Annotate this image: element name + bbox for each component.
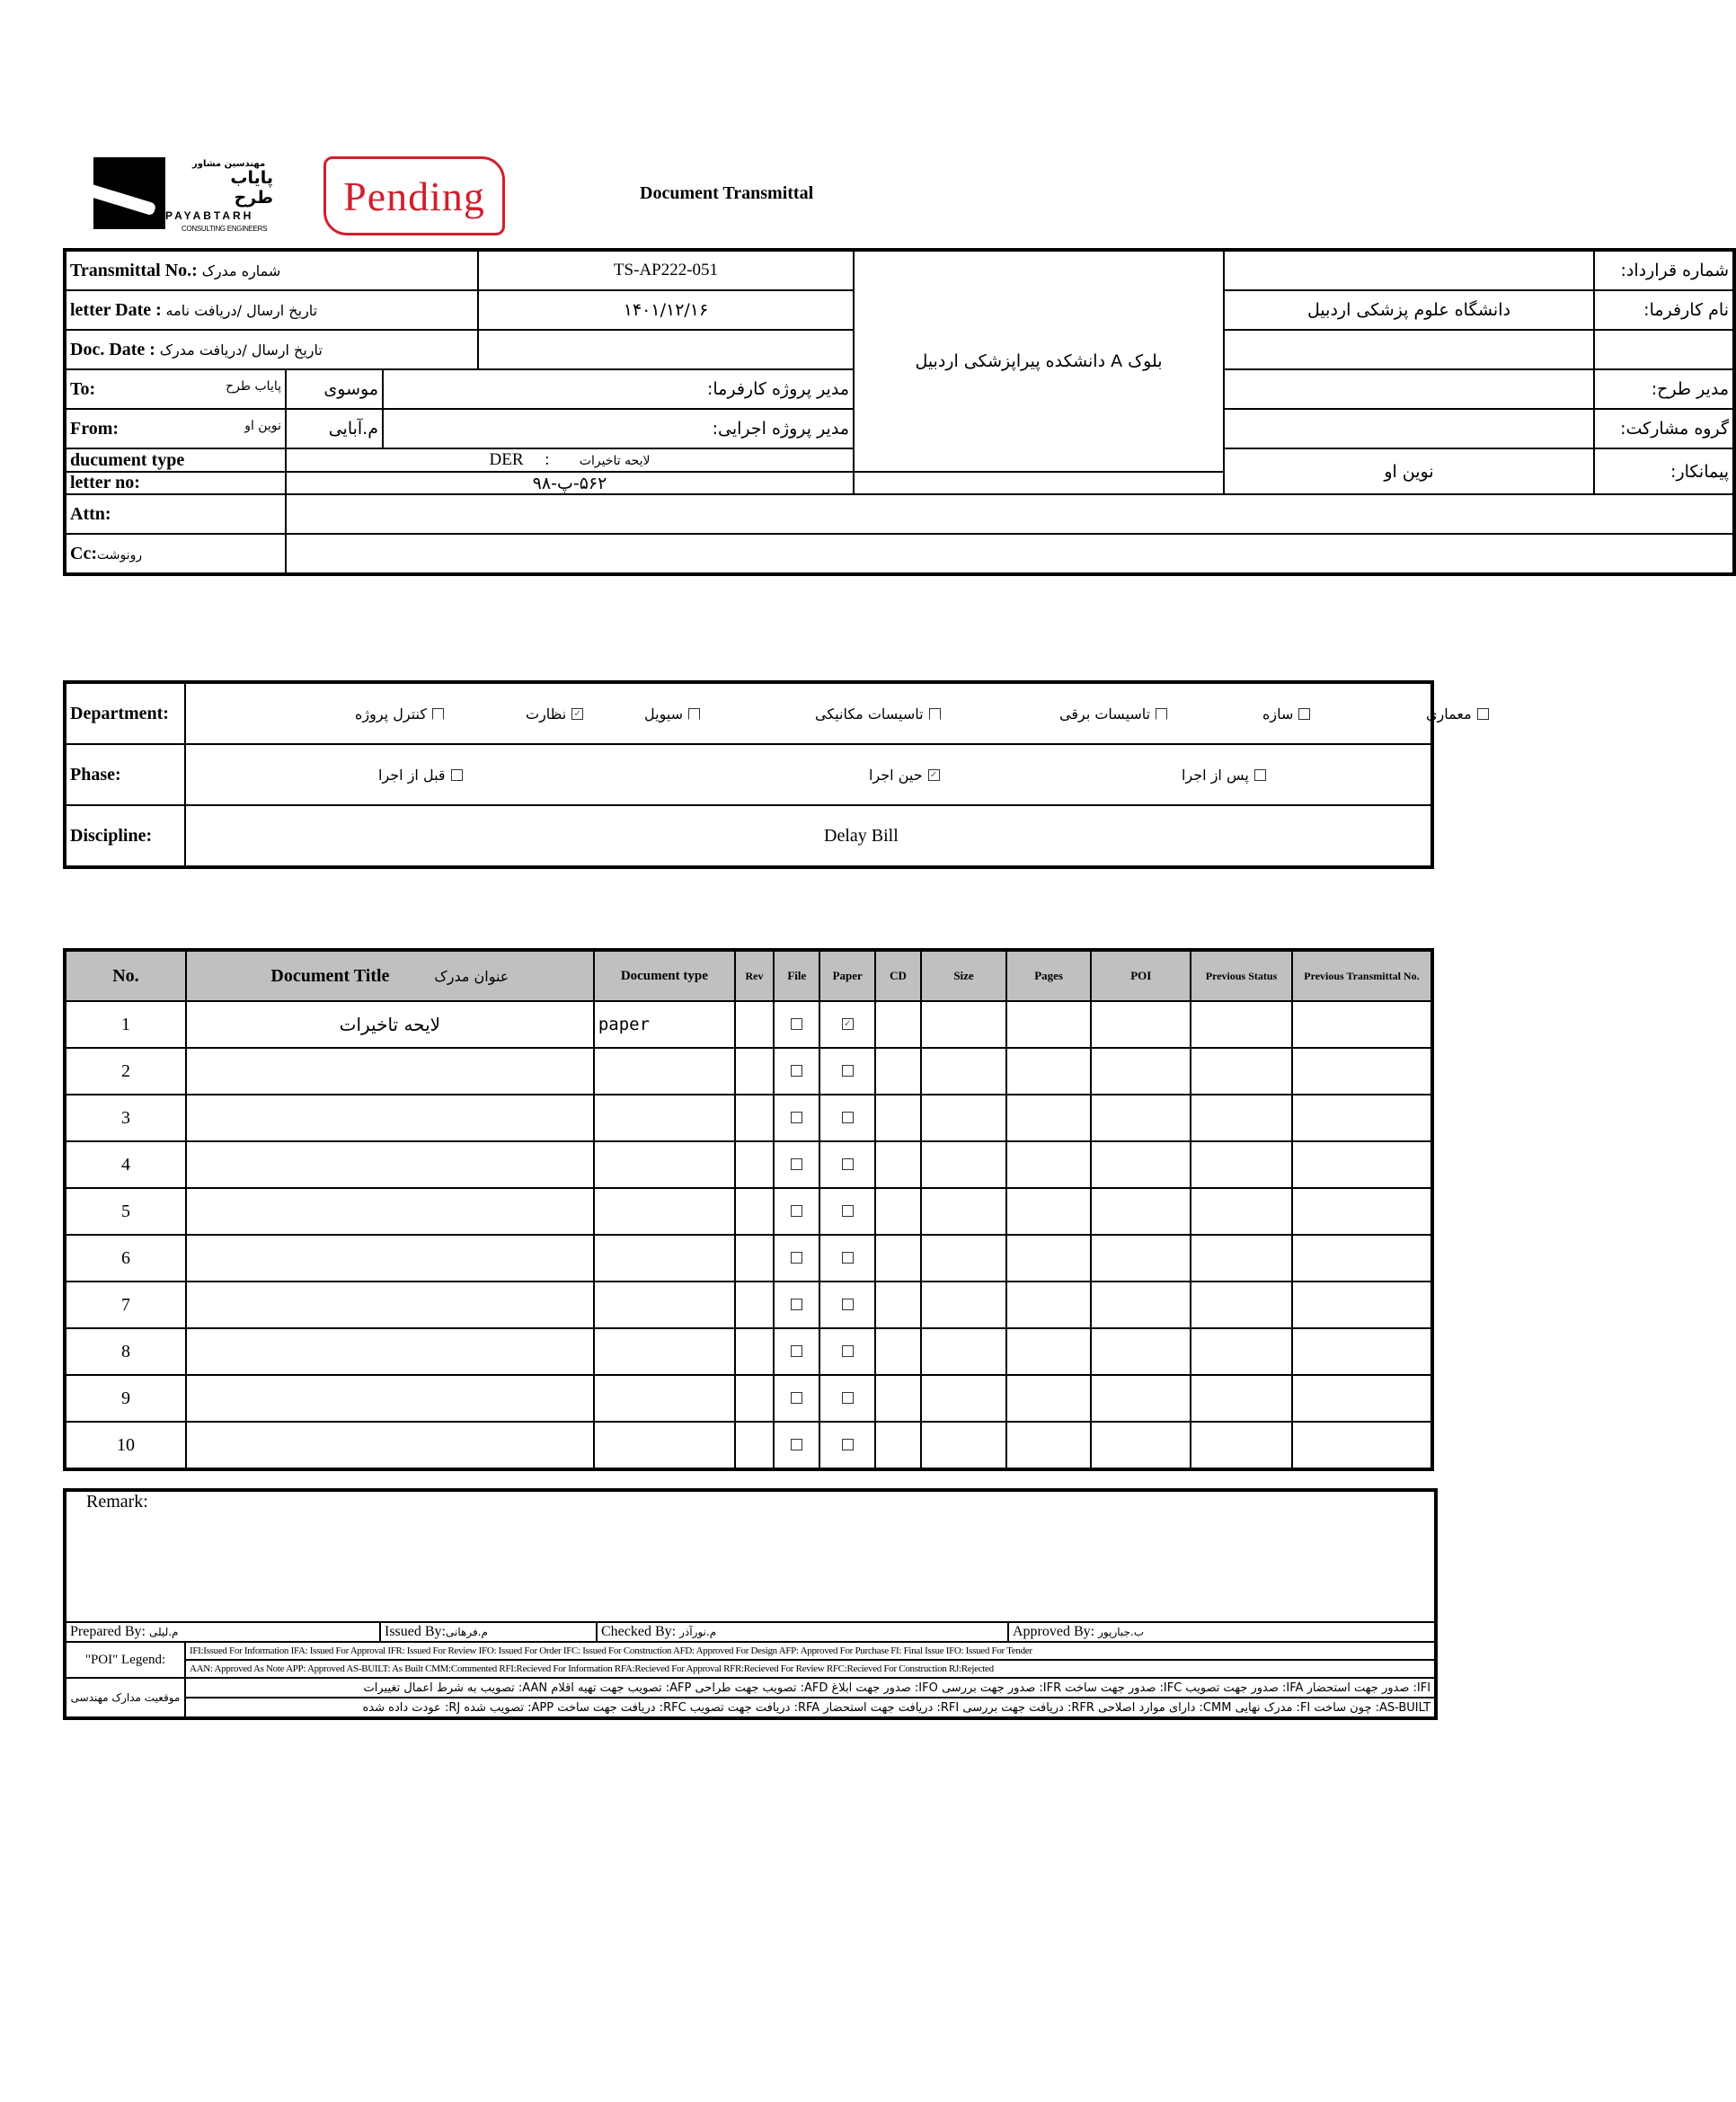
cell-type[interactable] <box>594 1048 735 1095</box>
cell-pages[interactable] <box>1006 1188 1092 1235</box>
cell-cd[interactable] <box>875 1141 921 1188</box>
doc-type-value[interactable] <box>286 448 854 472</box>
approved-by-cell <box>1008 1622 1436 1642</box>
table-row <box>65 1095 1432 1141</box>
cell-no: 7 <box>65 1282 186 1328</box>
cell-size[interactable] <box>921 1048 1006 1095</box>
cell-type[interactable] <box>594 1235 735 1282</box>
contractor-label: پیمانکار: <box>1594 448 1734 494</box>
checkbox-icon[interactable] <box>791 1392 802 1404</box>
cell-no: 1 <box>65 1001 186 1048</box>
letter-no-label: letter no: <box>65 472 286 494</box>
cell-pages[interactable] <box>1006 1282 1092 1328</box>
cell-poi[interactable] <box>1091 1188 1191 1235</box>
cell-type[interactable] <box>594 1095 735 1141</box>
cell-prev-status[interactable] <box>1191 1422 1292 1469</box>
cell-size[interactable] <box>921 1095 1006 1141</box>
cell-cd[interactable] <box>875 1375 921 1422</box>
department-option[interactable]: سازه <box>1262 705 1310 723</box>
blank-value-cell[interactable] <box>1224 330 1594 369</box>
department-label: Department: <box>65 682 185 744</box>
checkbox-icon[interactable] <box>432 708 444 720</box>
cell-type[interactable] <box>594 1422 735 1469</box>
letter-no-value[interactable]: ۵۶۲-پ-۹۸ <box>286 472 854 494</box>
checkbox-icon[interactable] <box>791 1299 802 1310</box>
cell-title[interactable] <box>186 1141 594 1188</box>
cell-prev-status[interactable] <box>1191 1095 1292 1141</box>
project-name-spacer <box>854 472 1224 494</box>
cell-title[interactable] <box>186 1048 594 1095</box>
cell-pages[interactable] <box>1006 1095 1092 1141</box>
cell-title[interactable]: لایحه تاخیرات <box>186 1001 594 1048</box>
checkbox-icon[interactable] <box>791 1205 802 1217</box>
checkbox-icon[interactable] <box>842 1299 854 1310</box>
cell-size[interactable] <box>921 1188 1006 1235</box>
cell-file <box>774 1282 819 1328</box>
cell-file <box>774 1141 819 1188</box>
cell-paper <box>819 1048 874 1095</box>
doc-type-label: ducument type <box>65 448 286 472</box>
doc-date-value[interactable] <box>478 330 854 369</box>
cell-poi[interactable] <box>1091 1235 1191 1282</box>
discipline-label: Discipline: <box>65 805 185 867</box>
cell-prev-status[interactable] <box>1191 1048 1292 1095</box>
checkbox-icon[interactable] <box>842 1345 854 1357</box>
department-option[interactable]: سیویل <box>644 705 700 723</box>
cell-cd[interactable] <box>875 1282 921 1328</box>
cell-title[interactable] <box>186 1328 594 1375</box>
col-cd: CD <box>875 950 921 1001</box>
to-manager-label: مدیر پروژه کارفرما: <box>383 369 854 409</box>
to-manager-name[interactable]: موسوی <box>286 369 383 409</box>
department-option[interactable]: کنترل پروژه <box>355 705 444 723</box>
issued-by-cell <box>380 1622 597 1642</box>
cell-poi[interactable] <box>1091 1048 1191 1095</box>
cell-poi[interactable] <box>1091 1328 1191 1375</box>
cell-prev-transmittal[interactable] <box>1292 1095 1432 1141</box>
cell-pages[interactable] <box>1006 1328 1092 1375</box>
cell-prev-status[interactable] <box>1191 1141 1292 1188</box>
issued-by-label: Issued By: <box>385 1624 446 1639</box>
remark-label: Remark: <box>86 1492 148 1512</box>
cell-prev-transmittal[interactable] <box>1292 1328 1432 1375</box>
employer-name-label: نام کارفرما: <box>1594 290 1734 330</box>
prepared-by-cell <box>65 1622 380 1642</box>
cell-pages[interactable] <box>1006 1235 1092 1282</box>
cell-type[interactable]: paper <box>594 1001 735 1048</box>
checkbox-icon[interactable] <box>842 1065 854 1077</box>
attn-label: Attn: <box>65 494 286 534</box>
doc-type-code: DER <box>489 450 524 469</box>
transmittal-no-label-fa: شماره مدرک <box>201 262 281 279</box>
col-file: File <box>774 950 819 1001</box>
cell-poi[interactable] <box>1091 1001 1191 1048</box>
department-option[interactable]: معماری <box>1426 705 1489 723</box>
approved-by-label: Approved By: <box>1013 1624 1095 1639</box>
approved-by-value[interactable]: ب.جبارپور <box>1098 1626 1145 1638</box>
col-poi: POI <box>1091 950 1191 1001</box>
cell-paper <box>819 1328 874 1375</box>
cell-title[interactable] <box>186 1375 594 1422</box>
contract-no-value[interactable] <box>1224 250 1594 290</box>
doc-type-sep: : <box>545 450 550 469</box>
poi-legend-line-2: AAN: Approved As Note APP: Approved AS-BUILT: As Built CMM:Commented RFI:Recieved For Information RFA:Recieved For Approval RFR:Recieved For Review RFC:Recieved For Construction RJ:Rejected <box>185 1660 1436 1678</box>
cell-poi[interactable] <box>1091 1282 1191 1328</box>
cell-pages[interactable] <box>1006 1001 1092 1048</box>
col-title: Document Title عنوان مدرک <box>186 950 594 1001</box>
cell-title[interactable] <box>186 1422 594 1469</box>
cell-prev-transmittal[interactable] <box>1292 1001 1432 1048</box>
checkbox-checked-icon[interactable] <box>571 708 583 720</box>
cell-file <box>774 1422 819 1469</box>
doc-date-label-fa: تاریخ ارسال /دریافت مدرک <box>159 341 323 359</box>
transmittal-no-value[interactable]: TS-AP222-051 <box>478 250 854 290</box>
cell-no: 6 <box>65 1235 186 1282</box>
checkbox-icon[interactable] <box>791 1439 802 1450</box>
checkbox-icon[interactable] <box>688 708 700 720</box>
blank-label-cell <box>1594 330 1734 369</box>
letter-date-value[interactable]: ۱۴۰۱/۱۲/۱۶ <box>478 290 854 330</box>
cell-paper <box>819 1375 874 1422</box>
contractor-value[interactable]: نوین او <box>1224 448 1594 494</box>
from-value[interactable]: نوین او <box>244 418 281 433</box>
status-legend-label: موقعیت مدارک مهندسی <box>65 1678 185 1718</box>
phase-option[interactable]: قبل از اجرا <box>378 767 463 784</box>
table-row <box>65 1375 1432 1422</box>
project-manager-value[interactable] <box>1224 369 1594 409</box>
cell-file <box>774 1188 819 1235</box>
letter-date-label-fa: تاریخ ارسال /دریافت نامه <box>165 301 318 319</box>
from-cell <box>65 409 286 448</box>
checkbox-icon[interactable] <box>929 708 941 720</box>
partnership-group-value[interactable] <box>1224 409 1594 448</box>
col-prev-status: Previous Status <box>1191 950 1292 1001</box>
company-logo <box>93 157 273 234</box>
phase-option[interactable]: پس از اجرا <box>1182 767 1266 784</box>
table-row <box>65 1141 1432 1188</box>
cell-rev[interactable] <box>735 1422 774 1469</box>
col-size: Size <box>921 950 1006 1001</box>
checkbox-icon[interactable] <box>842 1112 854 1123</box>
cell-pages[interactable] <box>1006 1422 1092 1469</box>
logo-name-fa: پایاب طرح <box>230 168 273 208</box>
cell-file <box>774 1375 819 1422</box>
checked-by-label: Checked By: <box>601 1624 677 1639</box>
logo-subtitle-en: CONSULTING ENGINEERS <box>182 225 268 233</box>
cell-size[interactable] <box>921 1141 1006 1188</box>
prepared-by-label: Prepared By: <box>70 1624 146 1639</box>
cell-prev-status[interactable] <box>1191 1375 1292 1422</box>
letter-date-label: letter Date : <box>70 299 162 320</box>
checkbox-icon[interactable] <box>791 1112 802 1123</box>
cc-label-fa: رونوشت <box>96 547 143 563</box>
table-row <box>65 1422 1432 1469</box>
logo-subtitle-fa: مهندسین مشاور <box>192 159 266 169</box>
from-manager-name[interactable]: م.آبایی <box>286 409 383 448</box>
cell-no: 5 <box>65 1188 186 1235</box>
phase-option[interactable]: ✓ حین اجرا <box>869 767 940 784</box>
table-header-row <box>65 950 1432 1001</box>
table-row <box>65 1188 1432 1235</box>
cell-type[interactable] <box>594 1141 735 1188</box>
cell-rev[interactable] <box>735 1328 774 1375</box>
cell-cd[interactable] <box>875 1422 921 1469</box>
cell-prev-transmittal[interactable] <box>1292 1375 1432 1422</box>
cell-cd[interactable] <box>875 1188 921 1235</box>
checkbox-icon[interactable] <box>1477 708 1489 720</box>
checkbox-checked-icon[interactable] <box>842 1018 854 1030</box>
cell-file <box>774 1328 819 1375</box>
poi-legend-line-1: IFI:Issued For Information IFA: Issued For Approval IFR: Issued For Review IFO: Issued For Order IFC: Issued For Construction AFD: Approved For Design AFP: Approved For Purchase FI: Final Issue IFO: Issued For Tender <box>185 1642 1436 1660</box>
cell-rev[interactable] <box>735 1375 774 1422</box>
cell-prev-transmittal[interactable] <box>1292 1048 1432 1095</box>
documents-table <box>63 948 1434 1471</box>
checkbox-icon[interactable] <box>842 1439 854 1450</box>
checkbox-icon[interactable] <box>791 1018 802 1030</box>
checkbox-checked-icon[interactable] <box>928 769 940 781</box>
checked-by-value[interactable]: م.نورآذر <box>679 1626 717 1638</box>
status-legend-line-1: IFI: صدور جهت استحضار IFA: صدور جهت تصویب IFC: صدور جهت ساخت IFR: صدور جهت بررسی IFO: صدور جهت ابلاغ AFD: تصویب جهت طراحی AFP: تصویب جهت تهیه اقلام AAN: تصویب به شرط اعمال تغییرات <box>185 1678 1436 1698</box>
cell-size[interactable] <box>921 1282 1006 1328</box>
prepared-by-value[interactable]: م.لیلی <box>148 1626 179 1638</box>
phase-label: Phase: <box>65 744 185 805</box>
footer-table <box>63 1488 1438 1720</box>
cell-prev-transmittal[interactable] <box>1292 1282 1432 1328</box>
partnership-group-label: گروه مشارکت: <box>1594 409 1734 448</box>
logo-name-en: PAYABTARH <box>165 209 254 222</box>
cell-rev[interactable] <box>735 1048 774 1095</box>
cell-file <box>774 1048 819 1095</box>
checkbox-icon[interactable] <box>842 1252 854 1264</box>
cell-type[interactable] <box>594 1375 735 1422</box>
cell-type[interactable] <box>594 1328 735 1375</box>
from-manager-label: مدیر پروژه اجرایی: <box>383 409 854 448</box>
cell-rev[interactable] <box>735 1188 774 1235</box>
transmittal-info-table <box>63 248 1736 576</box>
col-paper: Paper <box>819 950 874 1001</box>
cc-label: Cc: <box>70 543 97 563</box>
cell-size[interactable] <box>921 1422 1006 1469</box>
cell-rev[interactable] <box>735 1141 774 1188</box>
cell-paper <box>819 1141 874 1188</box>
cell-size[interactable] <box>921 1375 1006 1422</box>
checkbox-icon[interactable] <box>842 1158 854 1170</box>
classification-table <box>63 680 1472 869</box>
cell-pages[interactable] <box>1006 1048 1092 1095</box>
to-value[interactable]: پایاب طرح <box>226 378 281 394</box>
cell-title[interactable] <box>186 1282 594 1328</box>
cell-no: 10 <box>65 1422 186 1469</box>
table-row <box>65 1001 1432 1048</box>
employer-name-value[interactable]: دانشگاه علوم پزشکی اردبیل <box>1224 290 1594 330</box>
issued-by-value[interactable]: م.فرهانی <box>446 1626 488 1638</box>
cell-paper <box>819 1188 874 1235</box>
doc-type-fa: لایحه تاخیرات <box>579 454 651 468</box>
cell-prev-status[interactable] <box>1191 1282 1292 1328</box>
cell-prev-status[interactable] <box>1191 1328 1292 1375</box>
cell-pages[interactable] <box>1006 1141 1092 1188</box>
col-no: No. <box>65 950 186 1001</box>
checkbox-icon[interactable] <box>791 1065 802 1077</box>
checkbox-icon[interactable] <box>842 1205 854 1217</box>
cell-prev-status[interactable] <box>1191 1188 1292 1235</box>
cell-paper <box>819 1095 874 1141</box>
cell-no: 3 <box>65 1095 186 1141</box>
attn-value[interactable] <box>286 494 1734 534</box>
department-option[interactable]: ✓ نظارت <box>526 705 583 723</box>
cell-title[interactable] <box>186 1095 594 1141</box>
cell-rev[interactable] <box>735 1235 774 1282</box>
checkbox-icon[interactable] <box>791 1345 802 1357</box>
cc-label-cell <box>65 534 286 574</box>
from-label: From: <box>70 418 120 439</box>
checkbox-icon[interactable] <box>451 769 463 781</box>
cell-type[interactable] <box>594 1282 735 1328</box>
cell-no: 9 <box>65 1375 186 1422</box>
cell-file <box>774 1001 819 1048</box>
table-row <box>65 1235 1432 1282</box>
project-manager-label: مدیر طرح: <box>1594 369 1734 409</box>
transmittal-no-label: Transmittal No.: <box>70 260 198 280</box>
cell-prev-status[interactable] <box>1191 1235 1292 1282</box>
cell-no: 2 <box>65 1048 186 1095</box>
cell-file <box>774 1235 819 1282</box>
logo-mark-icon <box>93 157 165 229</box>
cell-poi[interactable] <box>1091 1095 1191 1141</box>
to-cell <box>65 369 286 409</box>
cell-paper <box>819 1001 874 1048</box>
pending-stamp <box>323 156 505 235</box>
page-title: Document Transmittal <box>640 183 814 203</box>
checkbox-icon[interactable] <box>842 1392 854 1404</box>
col-type: Document type <box>594 950 735 1001</box>
department-option[interactable]: تاسیسات برقی <box>1059 705 1167 723</box>
cell-prev-status[interactable] <box>1191 1001 1292 1048</box>
cell-size[interactable] <box>921 1235 1006 1282</box>
cell-file <box>774 1095 819 1141</box>
col-pages: Pages <box>1006 950 1092 1001</box>
cell-cd[interactable] <box>875 1001 921 1048</box>
cell-no: 4 <box>65 1141 186 1188</box>
checkbox-icon[interactable] <box>791 1158 802 1170</box>
cell-title[interactable] <box>186 1188 594 1235</box>
cell-paper <box>819 1235 874 1282</box>
cell-poi[interactable] <box>1091 1141 1191 1188</box>
cell-cd[interactable] <box>875 1235 921 1282</box>
cell-size[interactable] <box>921 1001 1006 1048</box>
checked-by-cell <box>597 1622 1008 1642</box>
cell-paper <box>819 1422 874 1469</box>
table-row <box>65 1048 1432 1095</box>
cell-prev-transmittal[interactable] <box>1292 1188 1432 1235</box>
cell-cd[interactable] <box>875 1328 921 1375</box>
cell-poi[interactable] <box>1091 1422 1191 1469</box>
cell-size[interactable] <box>921 1328 1006 1375</box>
project-name: بلوک A دانشکده پیراپزشکی اردبیل <box>854 250 1224 472</box>
cell-type[interactable] <box>594 1188 735 1235</box>
col-prev-transmittal: Previous Transmittal No. <box>1292 950 1432 1001</box>
cell-cd[interactable] <box>875 1048 921 1095</box>
department-options <box>185 682 1472 744</box>
cell-rev[interactable] <box>735 1282 774 1328</box>
doc-date-label-cell <box>65 330 478 369</box>
transmittal-no-label-cell <box>65 250 478 290</box>
status-legend-line-2: AS-BUILT: چون ساخت FI: مدرک نهایی CMM: دارای موارد اصلاحی RFR: دریافت جهت بررسی RFI: دریافت جهت استحضار RFA: دریافت جهت تصویب RFC: دریافت جهت ساخت APP: تصویب شده RJ: عودت داده شده <box>185 1698 1436 1718</box>
contract-no-label: شماره قرارداد: <box>1594 250 1734 290</box>
cell-prev-transmittal[interactable] <box>1292 1235 1432 1282</box>
department-option[interactable]: تاسیسات مکانیکی <box>815 705 941 723</box>
table-row <box>65 1282 1432 1328</box>
col-rev: Rev <box>735 950 774 1001</box>
letter-date-label-cell <box>65 290 478 330</box>
checkbox-icon[interactable] <box>1156 708 1167 720</box>
cell-rev[interactable] <box>735 1095 774 1141</box>
checkbox-icon[interactable] <box>791 1252 802 1264</box>
remark-cell[interactable] <box>65 1490 1436 1622</box>
cell-prev-transmittal[interactable] <box>1292 1141 1432 1188</box>
cell-prev-transmittal[interactable] <box>1292 1422 1432 1469</box>
doc-date-label: Doc. Date : <box>70 339 155 359</box>
cell-poi[interactable] <box>1091 1375 1191 1422</box>
cell-title[interactable] <box>186 1235 594 1282</box>
cell-cd[interactable] <box>875 1095 921 1141</box>
poi-legend-label: "POI" Legend: <box>65 1642 185 1678</box>
to-label: To: <box>70 378 96 399</box>
table-row <box>65 1328 1432 1375</box>
cell-paper <box>819 1282 874 1328</box>
cc-value[interactable] <box>286 534 1734 574</box>
checkbox-icon[interactable] <box>1254 769 1266 781</box>
cell-no: 8 <box>65 1328 186 1375</box>
discipline-value[interactable]: Delay Bill <box>185 805 1432 867</box>
cell-pages[interactable] <box>1006 1375 1092 1422</box>
stamp-text: Pending <box>343 173 485 219</box>
checkbox-icon[interactable] <box>1298 708 1310 720</box>
cell-rev[interactable] <box>735 1001 774 1048</box>
phase-options <box>185 744 1432 805</box>
